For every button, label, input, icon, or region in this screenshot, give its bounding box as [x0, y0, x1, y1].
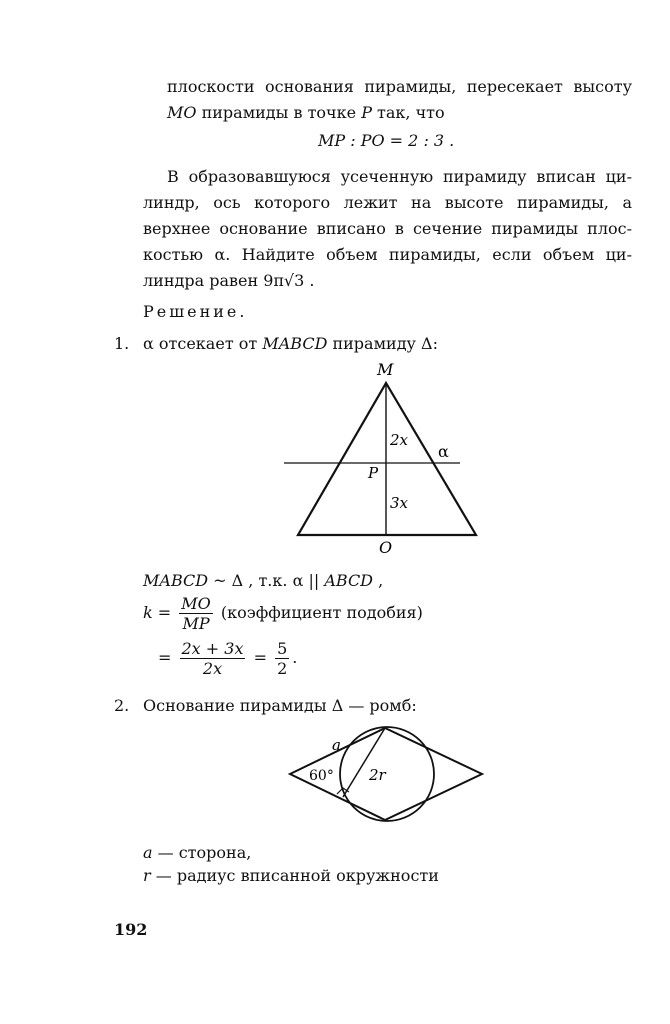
similarity-end: , [373, 571, 384, 590]
def-a-symbol: a [143, 843, 153, 862]
similarity-line [143, 571, 383, 590]
def-r-text: — радиус вписанной окружности [150, 866, 439, 885]
intro-line-2 [167, 103, 445, 122]
def-a [143, 843, 251, 862]
triangle-outline [298, 383, 476, 535]
label-o: O [379, 538, 393, 557]
paragraph-line-5-end: . [304, 271, 315, 290]
base-symbol: ABCD [324, 571, 374, 590]
k-value-end: . [292, 648, 298, 667]
def-a-text: — сторона, [152, 843, 252, 862]
label-m: M [377, 360, 394, 379]
intro-line-2-end: так, что [371, 103, 445, 122]
def-r-symbol: r [143, 866, 151, 885]
step-1-text [143, 334, 438, 353]
def-r [143, 866, 439, 885]
fraction-3-denominator: 2 [277, 659, 288, 678]
label-alpha: α [438, 442, 449, 461]
k-value-formula [158, 639, 297, 678]
page-number: 192 [114, 920, 148, 939]
paragraph-line-2: линдр, ось которого лежит на высоте пирамиды, а [143, 193, 632, 212]
k-formula [143, 594, 423, 633]
mo-symbol: MO [167, 103, 197, 122]
step-1-text-end: пирамиду Δ: [327, 334, 438, 353]
k-label: k = [143, 603, 172, 622]
label-a: a [332, 736, 341, 754]
label-2r: 2r [369, 766, 386, 784]
fraction-2 [180, 639, 246, 678]
paragraph-line-1: В образовавшуюся усеченную пирамиду вписан ци- [167, 167, 632, 186]
fraction-2-numerator: 2x + 3x [181, 639, 244, 658]
cylinder-volume: 9π√3 [263, 271, 305, 290]
k-denominator: MP [182, 614, 210, 633]
inscribed-circle [340, 727, 434, 821]
step-2-number: 2. [114, 696, 130, 715]
label-2x: 2x [390, 431, 409, 449]
equals-sign-2: = [253, 648, 267, 667]
label-60-degrees: 60° [309, 768, 334, 784]
label-p: P [368, 464, 379, 482]
step-1-text-start: α отсекает от [143, 334, 263, 353]
paragraph-line-5-start: линдра равен [143, 271, 264, 290]
k-numerator: MO [181, 594, 211, 613]
triangle-figure [280, 355, 490, 560]
fraction-2-denominator: 2x [202, 659, 223, 678]
k-note: (коэффициент подобия) [220, 603, 423, 622]
p-symbol: P [361, 103, 372, 122]
rhombus-figure [280, 718, 495, 830]
k-fraction [179, 594, 213, 633]
similarity-text: ~ Δ , т.к. α || [208, 571, 325, 590]
solution-heading: Решение. [143, 302, 248, 321]
step-2-text: Основание пирамиды Δ — ромб: [143, 696, 417, 715]
fraction-3-numerator: 5 [277, 639, 288, 658]
similar-pyramid-symbol: MABCD [143, 571, 209, 590]
paragraph-line-5 [143, 271, 314, 290]
ratio-formula: MP : PO = 2 : 3 . [318, 131, 455, 150]
paragraph-line-4: костью α. Найдите объем пирамиды, если объем ци- [143, 245, 632, 264]
paragraph-line-3: верхнее основание вписано в сечение пирамиды плос- [143, 219, 632, 238]
intro-line-1: плоскости основания пирамиды, пересекает высоту [167, 77, 632, 96]
label-3x: 3x [390, 494, 409, 512]
intro-line-2-mid: пирамиды в точке [196, 103, 362, 122]
pyramid-symbol: MABCD [262, 334, 328, 353]
step-1-number: 1. [114, 334, 130, 353]
equals-sign-1: = [158, 648, 172, 667]
fraction-3 [275, 639, 289, 678]
